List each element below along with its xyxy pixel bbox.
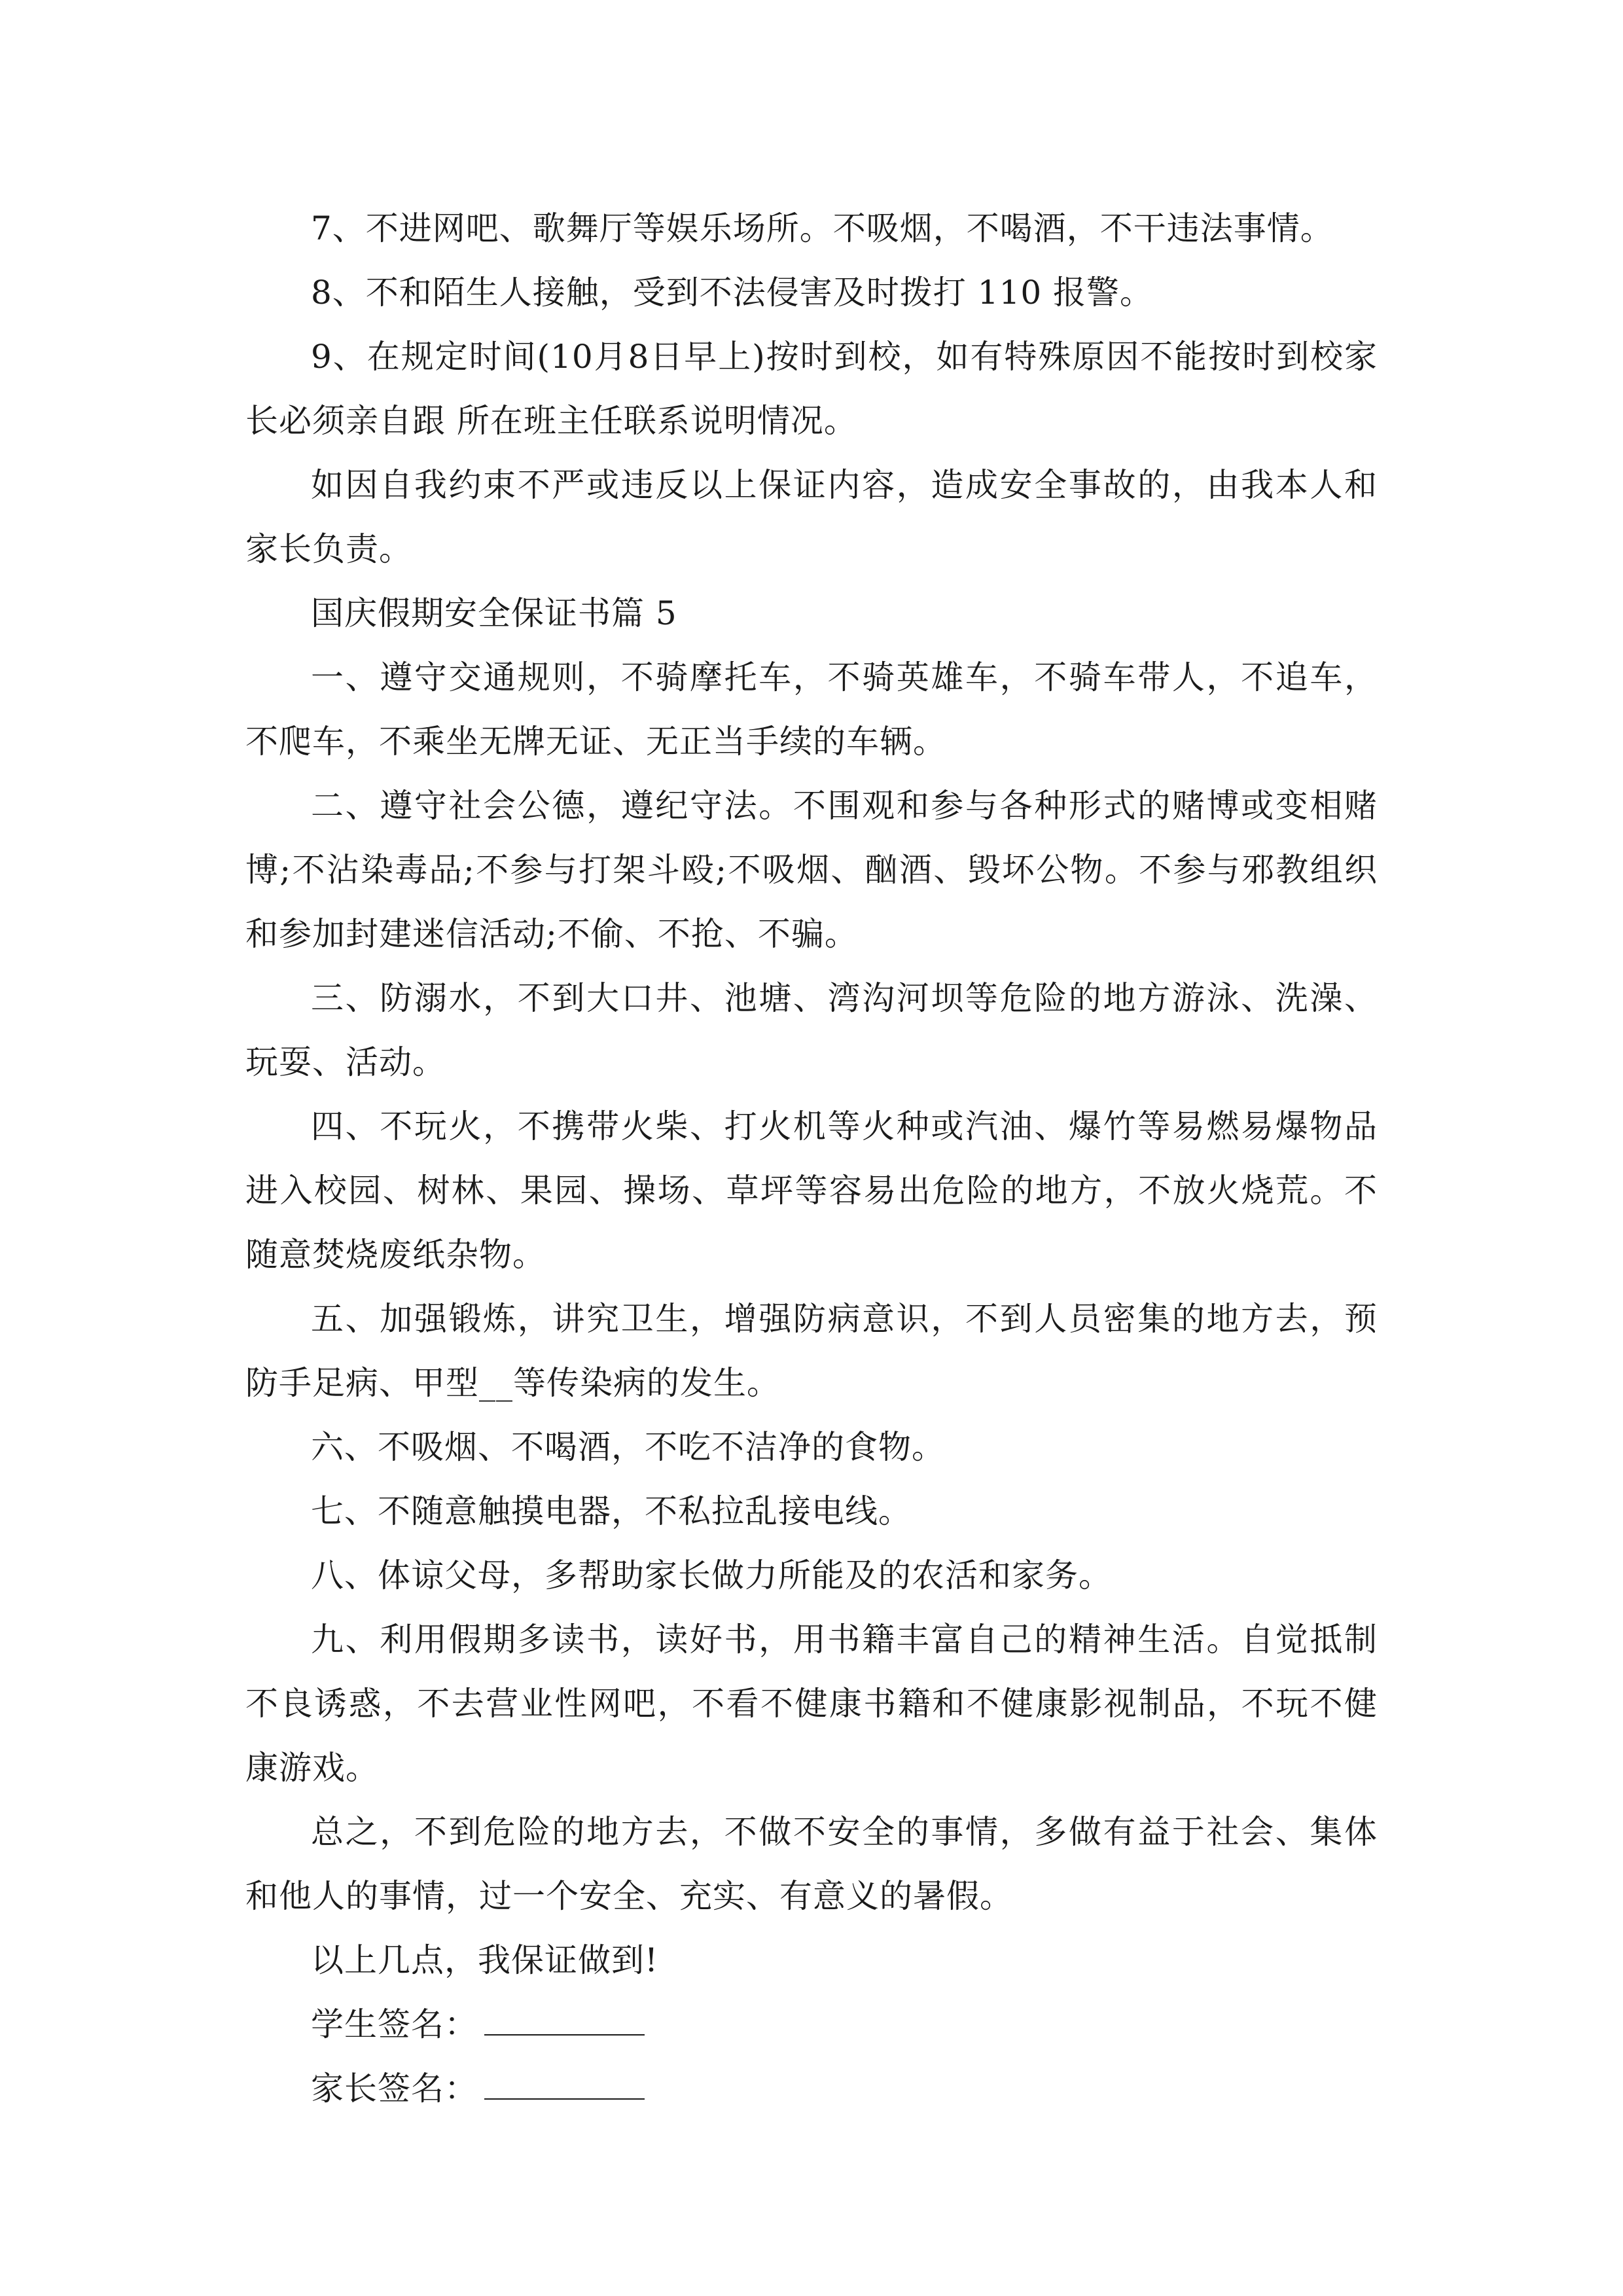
paragraph-responsibility: 如因自我约束不严或违反以上保证内容，造成安全事故的，由我本人和家长负责。 <box>245 466 1378 568</box>
item-9: 九、利用假期多读书，读好书，用书籍丰富自己的精神生活。自觉抵制不良诱惑，不去营业性网吧，不看不健康书籍和不健康影视制品，不玩不健康游戏。 <box>245 1621 1378 1787</box>
item-6: 六、不吸烟、不喝酒，不吃不洁净的食物。 <box>311 1428 945 1466</box>
item-2: 二、遵守社会公德，遵纪守法。不围观和参与各种形式的赌博或变相赌博;不沾染毒品;不参与打架斗殴;不吸烟、酗酒、毁坏公物。不参与邪教组织和参加封建迷信活动;不偷、不抢、不骗。 <box>245 787 1378 953</box>
student-signature-label: 学生签名： <box>311 2005 478 2043</box>
student-signature <box>245 1992 1378 2056</box>
student-signature-line <box>484 2001 645 2036</box>
item-4: 四、不玩火，不携带火柴、打火机等火种或汽油、爆竹等易燃易爆物品进入校园、树林、果园、操场、草坪等容易出危险的地方，不放火烧荒。不随意焚烧废纸杂物。 <box>245 1107 1378 1274</box>
item-1: 一、遵守交通规则，不骑摩托车，不骑英雄车，不骑车带人，不追车，不爬车，不乘坐无牌无证、无正当手续的车辆。 <box>245 658 1378 761</box>
item-5: 五、加强锻炼，讲究卫生，增强防病意识，不到人员密集的地方去，预防手足病、甲型__等传染病的发生。 <box>245 1300 1378 1402</box>
parent-signature-line <box>484 2066 645 2100</box>
pledge-paragraph: 以上几点，我保证做到! <box>311 1941 659 1979</box>
paragraph-8: 8、不和陌生人接触，受到不法侵害及时拨打 110 报警。 <box>311 274 1154 312</box>
summary-paragraph: 总之，不到危险的地方去，不做不安全的事情，多做有益于社会、集体和他人的事情，过一个安全、充实、有意义的暑假。 <box>245 1813 1378 1915</box>
document-body <box>245 196 1378 2121</box>
paragraph-9: 9、在规定时间(10月8日早上)按时到校，如有特殊原因不能按时到校家长必须亲自跟 所在班主任联系说明情况。 <box>245 338 1378 440</box>
paragraph-7: 7、不进网吧、歌舞厅等娱乐场所。不吸烟，不喝酒，不干违法事情。 <box>311 209 1334 247</box>
item-7: 七、不随意触摸电器，不私拉乱接电线。 <box>311 1492 912 1530</box>
parent-signature <box>245 2056 1378 2121</box>
item-8: 八、体谅父母，多帮助家长做力所能及的农活和家务。 <box>311 1556 1112 1594</box>
item-3: 三、防溺水，不到大口井、池塘、湾沟河坝等危险的地方游泳、洗澡、玩耍、活动。 <box>245 979 1378 1081</box>
section-title: 国庆假期安全保证书篇 5 <box>311 594 677 632</box>
parent-signature-label: 家长签名： <box>311 2070 478 2108</box>
